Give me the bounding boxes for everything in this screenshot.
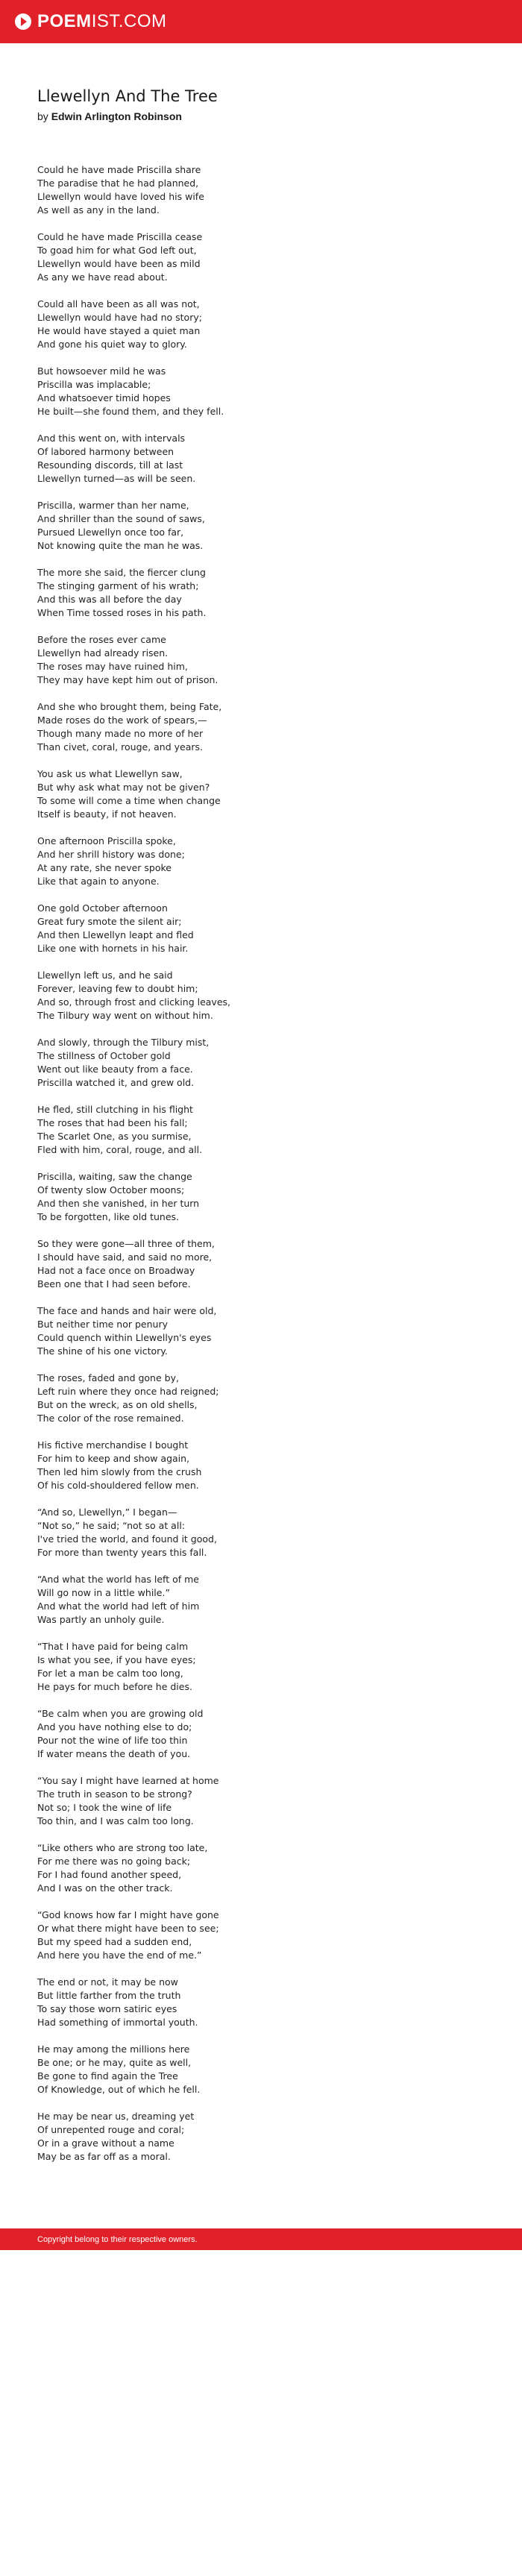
poem-line: Before the roses ever came [37,634,166,645]
poem-line: The stinging garment of his wrath; [37,580,199,591]
poem-line: Pursued Llewellyn once too far, [37,527,184,538]
poem-line: I should have said, and said no more, [37,1251,213,1263]
stanza [37,902,522,955]
site-header [0,0,522,43]
poem-line: And you have nothing else to do; [37,1721,192,1732]
stanza [37,969,522,1022]
stanza [37,566,522,620]
poem-line: Made roses do the work of spears,— [37,714,207,726]
poem-line: If water means the death of you. [37,1748,191,1759]
logo-text-light: IST.COM [91,11,167,31]
poem-line: At any rate, she never spoke [37,862,172,873]
poem-line: And slowly, through the Tilbury mist, [37,1037,210,1048]
poem-line: He may be near us, dreaming yet [37,2111,195,2122]
poem-line: Be gone to find again the Tree [37,2070,178,2082]
poem-line: But on the wreck, as on old shells, [37,1399,198,1410]
poem-line: Too thin, and I was calm too long. [37,1815,194,1826]
poem-line: The end or not, it may be now [37,1976,178,1988]
poem-line: To some will come a time when change [37,795,221,806]
stanza [37,298,522,351]
poem-line: As well as any in the land. [37,204,160,216]
logo-text-bold: POEM [37,11,92,31]
poem-line: Had not a face once on Broadway [37,1265,195,1276]
poem-line: “God knows how far I might have gone [37,1909,219,1920]
stanza [37,499,522,553]
poem-line: You ask us what Llewellyn saw, [37,768,183,779]
stanza [37,1976,522,2029]
poem-line: Of unrepented rouge and coral; [37,2124,185,2135]
poem-line: But why ask what may not be given? [37,782,210,793]
site-footer [0,2228,522,2250]
poem-line: Not so; I took the wine of life [37,1802,172,1813]
poem-line: “You say I might have learned at home [37,1775,219,1786]
poem-line: Llewellyn left us, and he said [37,970,173,981]
poem-line: When Time tossed roses in his path. [37,607,207,618]
stanza [37,1372,522,1425]
poem-line: Then led him slowly from the crush [37,1466,202,1477]
poem-line: The roses may have ruined him, [37,661,188,672]
poem-line: And what the world had left of him [37,1600,200,1612]
poem-line: “And what the world has left of me [37,1574,199,1585]
poem-line: Could he have made Priscilla share [37,164,201,175]
poem-line: And gone his quiet way to glory. [37,339,187,350]
poem-line: They may have kept him out of prison. [37,674,218,685]
poem-line: One gold October afternoon [37,902,168,914]
poem-line: Not knowing quite the man he was. [37,540,204,551]
stanza [37,1304,522,1358]
poem-line: The roses, faded and gone by, [37,1372,179,1383]
poem-line: And I was on the other track. [37,1882,173,1894]
stanza [37,1774,522,1828]
poem-line: Is what you see, if you have eyes; [37,1654,196,1665]
poem-line: “Not so,” he said; “not so at all: [37,1520,186,1531]
stanza [37,835,522,888]
poem-line: Had something of immortal youth. [37,2017,198,2028]
poem-line: But howsoever mild he was [37,365,166,377]
stanza [37,365,522,418]
poem-line: To be forgotten, like old tunes. [37,1211,179,1222]
stanza [37,633,522,687]
poem-line: Itself is beauty, if not heaven. [37,808,177,820]
poem-line: For more than twenty years this fall. [37,1547,207,1558]
poem-line: And shriller than the sound of saws, [37,513,205,524]
poem-line: For let a man be calm too long, [37,1668,183,1679]
logo-icon [15,13,31,30]
poem-line: The color of the rose remained. [37,1413,184,1424]
poem-line: Was partly an unholy guile. [37,1614,165,1625]
poem-line: Or in a grave without a name [37,2137,174,2149]
poem-line: Llewellyn would have been as mild [37,258,201,269]
poem-line: May be as far off as a moral. [37,2151,171,2162]
copyright-text: Copyright belong to their respective owners. [37,2234,198,2244]
poem-line: And whatsoever timid hopes [37,392,171,403]
poem-line: He pays for much before he dies. [37,1681,192,1692]
poem-line: Priscilla, warmer than her name, [37,500,189,511]
poem-line: I've tried the world, and found it good, [37,1533,217,1545]
poem-line: Though many made no more of her [37,728,204,739]
poem-line: As any we have read about. [37,271,168,283]
poem-line: Like that again to anyone. [37,876,160,887]
poem-line: Priscilla was implacable; [37,379,151,390]
poem-line: But my speed had a sudden end, [37,1936,192,1947]
poem-line: One afternoon Priscilla spoke, [37,835,176,846]
poem-line: Been one that I had seen before. [37,1278,191,1289]
poem-line: Priscilla watched it, and grew old. [37,1077,195,1088]
poem-line: For I had found another speed, [37,1869,182,1880]
poem-line: Llewellyn would have had no story; [37,312,202,323]
poem-line: Of Knowledge, out of which he fell. [37,2084,201,2095]
stanza [37,700,522,754]
poem-line: “That I have paid for being calm [37,1641,189,1652]
poem-line: The more she said, the fiercer clung [37,567,206,578]
poem-line: Left ruin where they once had reigned; [37,1386,219,1397]
stanza [37,230,522,284]
poem-line: For me there was no going back; [37,1856,191,1867]
stanza [37,1707,522,1761]
poem-line: Will go now in a little while.” [37,1587,170,1598]
poem-line: He would have stayed a quiet man [37,325,201,336]
poem-line: But neither time nor penury [37,1319,168,1330]
poem-body [37,163,522,2228]
poem-line: “Like others who are strong too late, [37,1842,208,1853]
poem-line: But little farther from the truth [37,1990,181,2001]
stanza [37,2043,522,2096]
poem-line: Pour not the wine of life too thin [37,1735,188,1746]
poem-line: Could he have made Priscilla cease [37,231,203,242]
poem-line: And this went on, with intervals [37,433,186,444]
poem-line: And then she vanished, in her turn [37,1198,200,1209]
stanza [37,2110,522,2164]
stanza [37,1170,522,1224]
poem-line: Great fury smote the silent air; [37,916,182,927]
poem-content [0,43,522,2228]
stanza [37,1237,522,1291]
stanza [37,1573,522,1627]
poem-line: Of his cold-shouldered fellow men. [37,1480,199,1491]
by-label: by [37,110,48,122]
poem-line: Than civet, coral, rouge, and years. [37,741,204,753]
poem-line: So they were gone—all three of them, [37,1238,215,1249]
poem-line: Fled with him, coral, rouge, and all. [37,1144,203,1155]
poem-line: “And so, Llewellyn,” I began— [37,1507,177,1518]
poem-line: The face and hands and hair were old, [37,1305,217,1316]
poem-line: And then Llewellyn leapt and fled [37,929,194,940]
poem-line: He may among the millions here [37,2043,190,2055]
poem-line: Could all have been as all was not, [37,298,200,310]
stanza [37,163,522,217]
poem-line: The truth in season to be strong? [37,1788,192,1800]
poem-line: He built—she found them, and they fell. [37,406,224,417]
poem-line: The roses that had been his fall; [37,1117,188,1128]
stanza [37,1439,522,1492]
poem-line: The Tilbury way went on without him. [37,1010,213,1021]
poem-line: And she who brought them, being Fate, [37,701,222,712]
poem-line: The Scarlet One, as you surmise, [37,1131,192,1142]
poem-line: Llewellyn had already risen. [37,647,169,659]
poem-line: And this was all before the day [37,594,182,605]
poem-line: For him to keep and show again, [37,1453,190,1464]
poem-line: And here you have the end of me.” [37,1950,202,1961]
author-name[interactable]: Edwin Arlington Robinson [51,110,182,122]
poem-line: And her shrill history was done; [37,849,185,860]
site-logo[interactable] [15,11,167,32]
poem-title: Llewellyn And The Tree [37,87,218,105]
poem-line: “Be calm when you are growing old [37,1708,204,1719]
poem-line: His fictive merchandise I bought [37,1439,189,1451]
poem-line: Be one; or he may, quite as well, [37,2057,192,2068]
poem-line: The shine of his one victory. [37,1345,168,1357]
poem-line: Of twenty slow October moons; [37,1184,185,1196]
poem-line: To goad him for what God left out, [37,245,197,256]
poem-line: Or what there might have been to see; [37,1923,219,1934]
poem-line: Priscilla, waiting, saw the change [37,1171,192,1182]
poem-line: Went out like beauty from a face. [37,1064,193,1075]
stanza [37,1506,522,1559]
poem-line: He fled, still clutching in his flight [37,1104,193,1115]
stanza [37,1036,522,1090]
poem-line: Forever, leaving few to doubt him; [37,983,198,994]
stanza [37,767,522,821]
poem-line: Resounding discords, till at last [37,459,183,471]
poem-line: And so, through frost and clicking leaves, [37,996,230,1008]
stanza [37,1909,522,1962]
stanza [37,1103,522,1157]
poem-line: Of labored harmony between [37,446,174,457]
poem-line: Could quench within Llewellyn's eyes [37,1332,212,1343]
stanza [37,1640,522,1694]
poem-line: The paradise that he had planned, [37,178,199,189]
byline [37,108,522,125]
poem-line: Llewellyn turned—as will be seen. [37,473,196,484]
stanza [37,1841,522,1895]
poem-line: To say those worn satiric eyes [37,2003,177,2014]
stanza [37,432,522,486]
poem-line: Like one with hornets in his hair. [37,943,189,954]
poem-line: Llewellyn would have loved his wife [37,191,204,202]
poem-line: The stillness of October gold [37,1050,171,1061]
